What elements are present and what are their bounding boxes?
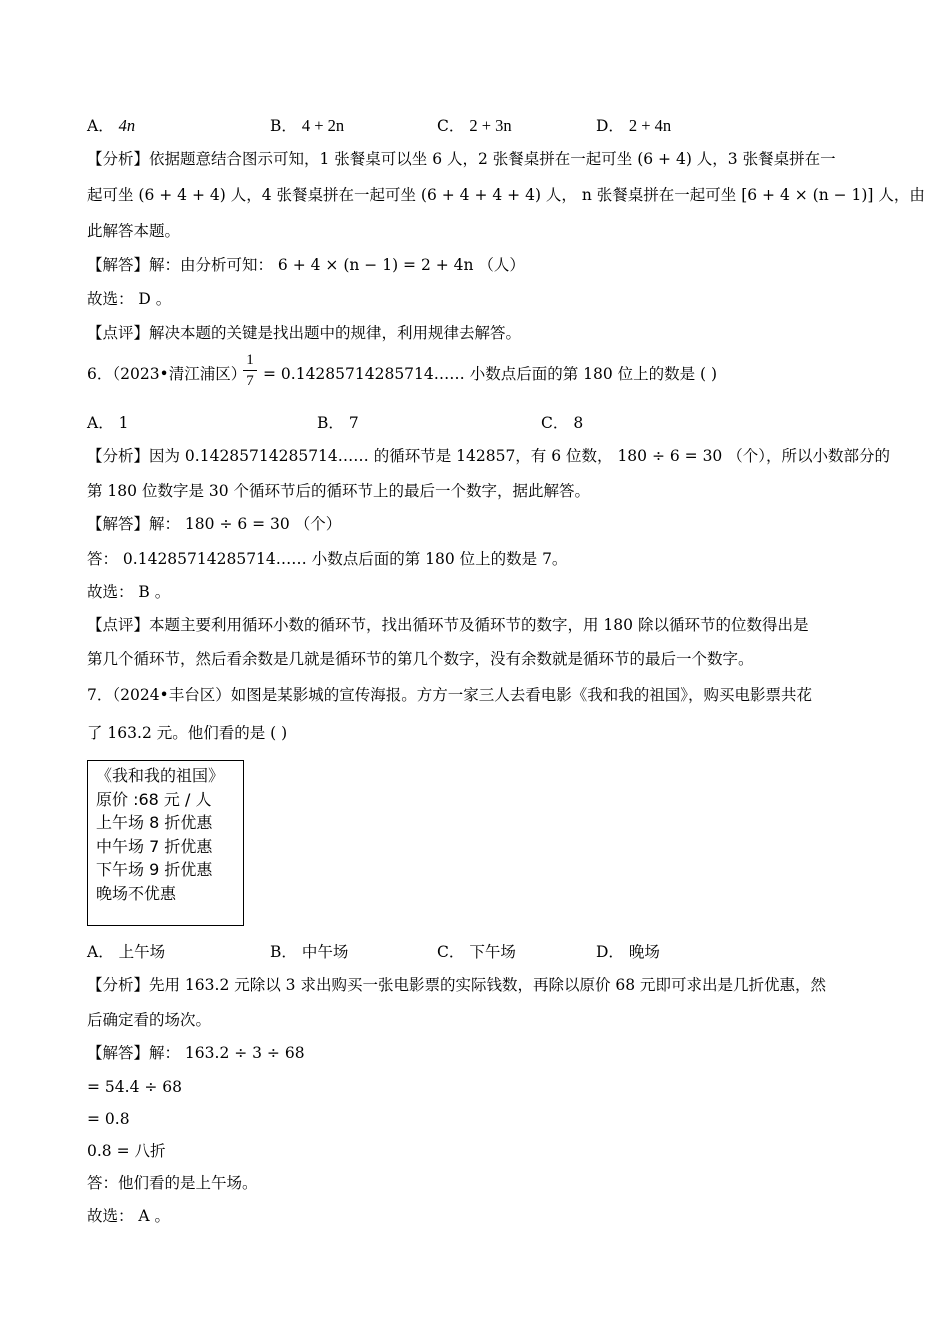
q5-comment: 【点评】解决本题的关键是找出题中的规律，利用规律去解答。 <box>87 324 522 342</box>
q6-analysis-line-2: 第 180 位数字是 30 个循环节后的循环节上的最后一个数字，据此解答。 <box>87 482 591 500</box>
q6-stem-rest: = 0.14285714285714…… 小数点后面的第 180 位上的数是 ( ) <box>263 365 718 383</box>
q7-solution-line-1: 【解答】解： 163.2 ÷ 3 ÷ 68 <box>87 1044 305 1062</box>
q6-solution: 【解答】解： 180 ÷ 6 = 30 （个） <box>87 515 342 533</box>
option-letter: B． <box>270 117 297 135</box>
q6-comment-line-1: 【点评】本题主要利用循环小数的循环节，找出循环节及循环节的数字，用 180 除以循环节的位数得出是 <box>87 616 809 634</box>
q7-stem-line-2: 了 163.2 元。他们看的是 ( ) <box>87 724 288 742</box>
q5-analysis-line-1: 【分析】依据题意结合图示可知，1 张餐桌可以坐 6 人，2 张餐桌拼在一起可坐 (6 + 4) 人，3 张餐桌拼在一 <box>87 150 836 168</box>
fraction-denominator: 7 <box>246 373 254 389</box>
option-text: 8 <box>573 414 584 432</box>
q5-option-b <box>270 115 344 137</box>
poster-morning: 上午场 8 折优惠 <box>96 813 213 832</box>
poster-title: 《我和我的祖国》 <box>96 766 225 785</box>
q5-choice: 故选： D 。 <box>87 290 172 308</box>
option-letter: B． <box>270 943 297 961</box>
option-text: 中午场 <box>301 943 349 961</box>
option-letter: D． <box>596 117 624 135</box>
poster-price: 原价 :68 元 / 人 <box>96 789 212 809</box>
q6-fraction <box>240 352 260 389</box>
q6-answer: 答： 0.14285714285714…… 小数点后面的第 180 位上的数是 7。 <box>87 550 568 568</box>
q7-analysis-line-1: 【分析】先用 163.2 元除以 3 求出购买一张电影票的实际钱数，再除以原价 68 元即可求出是几折优惠，然 <box>87 976 827 994</box>
q6-choice: 故选： B 。 <box>87 583 171 601</box>
movie-poster <box>87 760 244 926</box>
q6-option-b <box>317 412 359 434</box>
q7-option-a <box>87 941 165 963</box>
option-letter: C． <box>437 943 465 961</box>
option-text: 下午场 <box>469 943 516 961</box>
poster-evening: 晚场不优惠 <box>96 883 177 903</box>
option-text: 2 + 3n <box>469 116 512 135</box>
q7-solution-line-4: 0.8 = 八折 <box>87 1142 166 1160</box>
option-letter: A． <box>87 943 114 961</box>
q5-analysis-line-2: 起可坐 (6 + 4 + 4) 人，4 张餐桌拼在一起可坐 (6 + 4 + 4 + 4) 人， n 张餐桌拼在一起可坐 [6 + 4 × (n − 1)] 人，由 <box>87 186 925 204</box>
poster-afternoon: 下午场 9 折优惠 <box>96 860 213 879</box>
option-text: 4n <box>118 116 136 135</box>
option-letter: C． <box>541 414 569 432</box>
option-letter: B． <box>317 414 344 432</box>
q6-stem-prefix: 6．（2023•清江浦区） <box>87 365 247 383</box>
option-letter: A． <box>87 117 114 135</box>
fraction-numerator: 1 <box>246 352 254 368</box>
q7-solution-line-3: = 0.8 <box>87 1110 130 1128</box>
q7-stem-line-1: 7．（2024•丰台区）如图是某影城的宣传海报。方方一家三人去看电影《我和我的祖国》，购买电影票共花 <box>87 686 812 704</box>
q5-option-a <box>87 115 135 137</box>
q5-option-c <box>437 115 512 137</box>
q7-option-c <box>437 941 516 963</box>
option-letter: C． <box>437 117 465 135</box>
option-text: 4 + 2n <box>301 116 345 135</box>
option-text: 上午场 <box>118 943 166 961</box>
q5-solution: 【解答】解：由分析可知： 6 + 4 × (n − 1) = 2 + 4n （人） <box>87 256 525 274</box>
q7-option-b <box>270 941 348 963</box>
q5-analysis-line-3: 此解答本题。 <box>87 222 181 240</box>
option-letter: A． <box>87 414 114 432</box>
option-text: 晚场 <box>628 943 660 961</box>
poster-noon: 中午场 7 折优惠 <box>96 836 213 856</box>
q5-option-d <box>596 115 671 137</box>
q6-analysis-line-1: 【分析】因为 0.14285714285714…… 的循环节是 142857，有 6 位数， 180 ÷ 6 = 30 （个），所以小数部分的 <box>87 447 890 465</box>
q7-choice: 故选： A 。 <box>87 1207 171 1225</box>
fraction-bar <box>243 370 257 371</box>
option-letter: D． <box>596 943 624 961</box>
q6-comment-line-2: 第几个循环节，然后看余数是几就是循环节的第几个数字，没有余数就是循环节的最后一个数字。 <box>87 650 754 668</box>
q7-answer: 答：他们看的是上午场。 <box>87 1174 258 1192</box>
option-text: 2 + 4n <box>628 116 672 135</box>
q7-option-d <box>596 941 660 963</box>
option-text: 7 <box>348 414 359 432</box>
q7-solution-line-2: = 54.4 ÷ 68 <box>87 1078 182 1096</box>
option-text: 1 <box>118 414 129 432</box>
q7-analysis-line-2: 后确定看的场次。 <box>87 1011 212 1029</box>
q6-option-c <box>541 412 583 434</box>
q6-option-a <box>87 412 129 434</box>
